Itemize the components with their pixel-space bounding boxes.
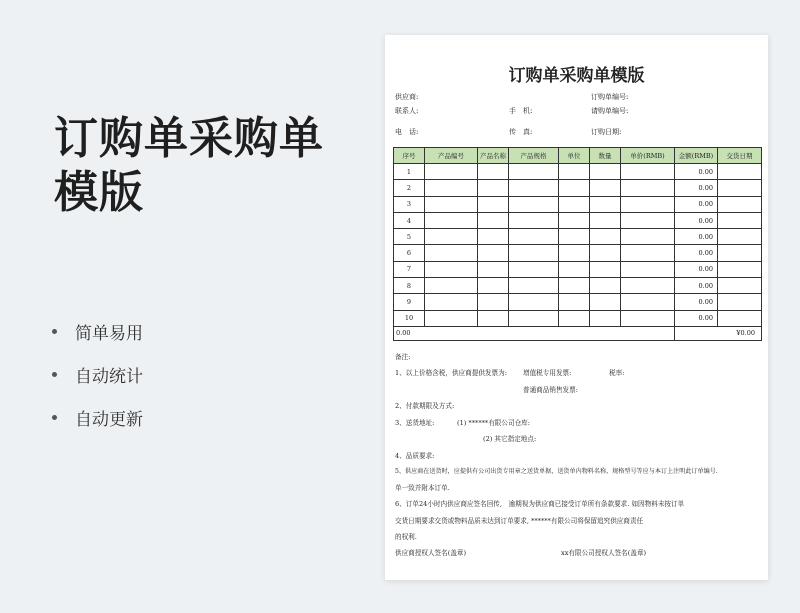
- row-number: 5: [394, 229, 425, 245]
- column-header: 数量: [590, 148, 621, 164]
- contact-label: 联系人:: [395, 107, 419, 115]
- total-row: [394, 326, 762, 340]
- note-5b: 单一致并附本订单.: [395, 484, 450, 492]
- table-row: [394, 310, 762, 326]
- row-amount: 0.00: [675, 164, 718, 180]
- row-amount: 0.00: [675, 245, 718, 261]
- note-1-rate: 税率:: [609, 369, 625, 377]
- note-1-normal: 普通商品销售发票:: [523, 386, 578, 394]
- table-row: [394, 212, 762, 228]
- column-header: 产品名称: [478, 148, 509, 164]
- bullet-icon: [52, 372, 57, 377]
- bullet-icon: [52, 329, 57, 334]
- row-number: 8: [394, 278, 425, 294]
- feature-item: [52, 310, 143, 353]
- info-row: [395, 106, 760, 118]
- row-number: 9: [394, 294, 425, 310]
- row-number: 7: [394, 261, 425, 277]
- row-number: 1: [394, 164, 425, 180]
- document-preview: [385, 35, 768, 580]
- info-row: [395, 127, 760, 139]
- mobile-label: 手 机:: [509, 107, 533, 115]
- feature-item: [52, 353, 143, 396]
- feature-label: 自动更新: [75, 410, 143, 430]
- column-header: 交货日期: [718, 148, 762, 164]
- table-row: [394, 229, 762, 245]
- column-header: 金额(RMB): [675, 148, 718, 164]
- note-3-b: (2) 其它指定地点:: [483, 435, 537, 443]
- info-row: [395, 92, 760, 104]
- note-3: 3、送货地址:: [395, 419, 435, 427]
- row-amount: 0.00: [675, 294, 718, 310]
- column-header: 单价(RMB): [621, 148, 675, 164]
- column-header: 产品规格: [509, 148, 559, 164]
- note-4: 4、品质要求:: [395, 452, 435, 460]
- row-amount: 0.00: [675, 278, 718, 294]
- note-2: 2、付款期限及方式:: [395, 402, 455, 410]
- column-header: 产品编号: [425, 148, 478, 164]
- order-date-label: 订购日期:: [591, 128, 622, 136]
- total-left: 0.00: [394, 326, 675, 340]
- table-row: [394, 278, 762, 294]
- note-1-vat: 增值税专用发票:: [523, 369, 572, 377]
- row-amount: 0.00: [675, 212, 718, 228]
- table-row: [394, 261, 762, 277]
- row-amount: 0.00: [675, 196, 718, 212]
- note-3-a: (1) ******有限公司仓库:: [457, 419, 531, 427]
- column-header: 序号: [394, 148, 425, 164]
- row-number: 10: [394, 310, 425, 326]
- request-no-label: 请购单编号:: [591, 107, 629, 115]
- notes-heading: 备注:: [395, 353, 411, 361]
- row-amount: 0.00: [675, 180, 718, 196]
- row-amount: 0.00: [675, 310, 718, 326]
- table-row: [394, 245, 762, 261]
- row-amount: 0.00: [675, 261, 718, 277]
- row-number: 2: [394, 180, 425, 196]
- bullet-icon: [52, 415, 57, 420]
- hero-title: 订购单采购单模版: [54, 113, 324, 218]
- table-row: [394, 294, 762, 310]
- note-1: 1、以上价格含税，供应商提供发票为:: [395, 369, 507, 377]
- company-signature: xx有限公司授权人签名(盖章): [561, 549, 647, 557]
- feature-item: [52, 396, 143, 439]
- order-no-label: 订购单编号:: [591, 93, 629, 101]
- document-title: 订购单采购单模版: [508, 66, 645, 86]
- row-amount: 0.00: [675, 229, 718, 245]
- feature-label: 自动统计: [75, 367, 143, 387]
- order-table: [393, 147, 762, 341]
- note-6b: 交货日期要求交货或物料品质未达到订单要求, ******有限公司将保留追究供应商责任: [395, 517, 644, 525]
- table-row: [394, 196, 762, 212]
- fax-label: 传 真:: [509, 128, 533, 136]
- column-header: 单位: [559, 148, 590, 164]
- table-row: [394, 164, 762, 180]
- total-right: ¥0.00: [675, 326, 762, 340]
- note-6c: 的权利.: [395, 533, 417, 541]
- supplier-signature: 供应商授权人签名(盖章): [395, 549, 467, 557]
- row-number: 6: [394, 245, 425, 261]
- feature-label: 简单易用: [75, 324, 143, 344]
- row-number: 4: [394, 212, 425, 228]
- note-6: 6、订单24小时内供应商应签名回传, 逾期视为供应商已接受订单所有条款要求. 如因物料未按订单: [395, 500, 685, 508]
- phone-label: 电 话:: [395, 128, 419, 136]
- feature-list: [52, 310, 143, 439]
- row-number: 3: [394, 196, 425, 212]
- table-header-row: [394, 148, 762, 164]
- table-row: [394, 180, 762, 196]
- supplier-label: 供应商:: [395, 93, 419, 101]
- note-5: 5、供应商在送货时，应提供有公司出货专用章之送货单据，送货单内物料名称、规格型号等应与本订上注明此订单编号.: [395, 468, 718, 475]
